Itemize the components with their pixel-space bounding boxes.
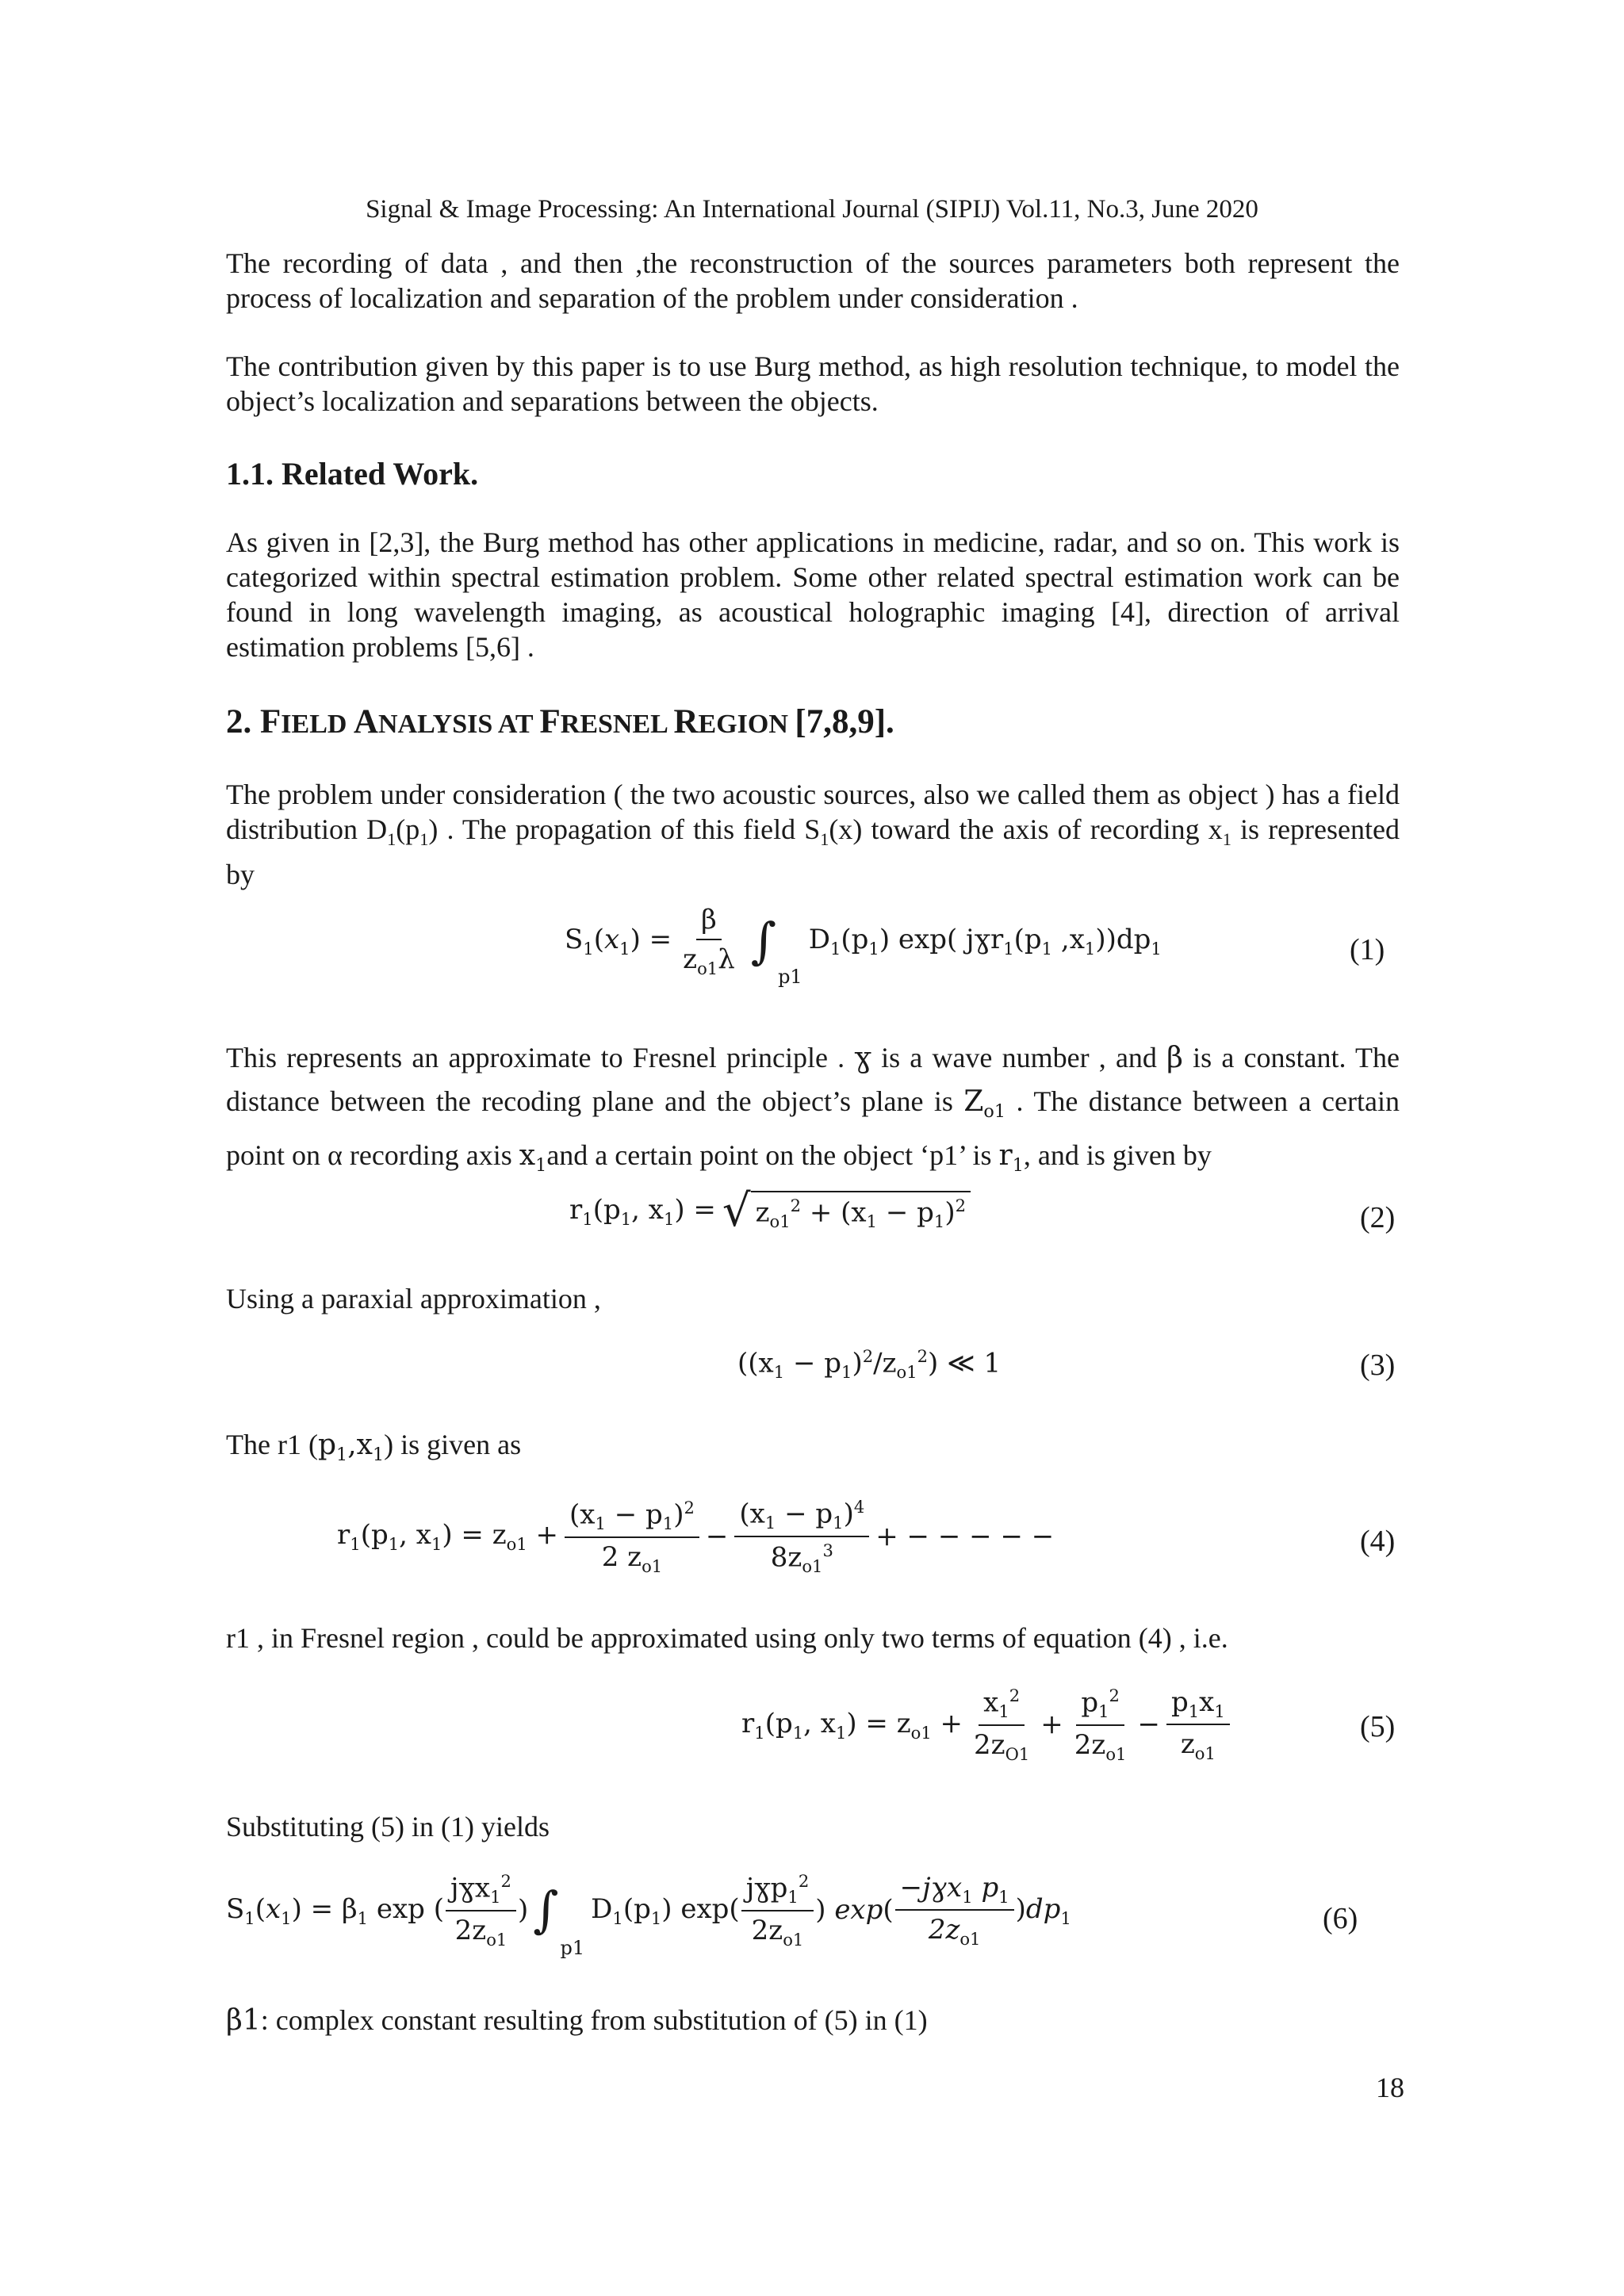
paragraph-intro: The recording of data , and then ,the reconstruction of the sources parameters both represent the process of localization and separation of the problem under consideration . [226, 247, 1400, 314]
equation-number-5: (5) [1360, 1710, 1396, 1743]
equation-5: $r_1(p_1$, $x_1) = z_{o1}$ + $\frac{x_1^2}{2z_{O1}}$ + $\frac{p_1^2}{2z_{o1}}$ − $\frac{p_1x_1}{z_{o1}}$ [741, 1686, 1236, 1764]
paragraph-fresnel-approx: r1 , in Fresnel region , could be approximated using only two terms of equation (4) , i.e. [226, 1622, 1228, 1654]
paragraph-r1-given: The r1 $(p_1,x_1)$ is given as [226, 1429, 522, 1466]
equation-number-3: (3) [1360, 1349, 1396, 1382]
equation-number-2: (2) [1360, 1201, 1396, 1234]
equation-number-1: (1) [1350, 933, 1385, 966]
equation-number-6: (6) [1323, 1902, 1358, 1935]
paragraph-field-distribution: The problem under consideration ( the two acoustic sources, also we called them as object ) has a field distribution $D_1(p_1)$ . The propagation of this field $S_1(x)$ toward the axis of recording $x_1$ is represented by [226, 779, 1400, 891]
section-heading-related-work: 1.1. Related Work. [226, 456, 479, 492]
paragraph-substituting: Substituting (5) in (1) yields [226, 1811, 550, 1843]
equation-2: $r_1(p_1$, $x_1$) = √ $z_{o1}^2 + (x_1 - p_1)^2$ [569, 1189, 971, 1234]
running-header: Signal & Image Processing: An International Journal (SIPIJ) Vol.11, No.3, June 2020 [366, 195, 1258, 224]
equation-4: $r_1(p_1$, $x_1) = z_{o1}$ + $\frac{(x_1 - p_1)^2}{2 z_{o1}}$ − $\frac{(x_1 - p_1)^4}{8z_{o1}^3}$ + − − − − − [337, 1497, 1055, 1577]
paragraph-contribution: The contribution given by this paper is to use Burg method, as high resolution technique, to model the object’s localization and separations between the objects. [226, 350, 1400, 417]
paragraph-related-work: As given in [2,3], the Burg method has other applications in medicine, radar, and so on. This work is categorized within spectral estimation problem. Some other related spectral estimation work can be found in long wavelength imaging, as acoustical holographic imaging [4], direction of arrival estimation problems [5,6] . [226, 526, 1400, 663]
paragraph-fresnel-principle: This represents an approximate to Fresnel principle . ɣ is a wave number , and β is a constant. The distance between the recoding plane and the object’s plane is $Z_{o1}$ . The distance between a certain point on α recording axis $x_1and$ a certain point on the object ‘p1’ is $r_1$, and is given by [226, 1042, 1400, 1177]
paragraph-beta1-definition: β1: complex constant resulting from substitution of (5) in (1) [226, 2004, 928, 2037]
equation-3: $((x_1 - p_1)^2/z_{o1}^2)$ ≪ 1 [737, 1346, 1002, 1383]
equation-6: $S_1(x_1) = \beta_1$ exp ( $\frac{jɣx_1^2}{2z_{o1}}$ ) ∫ p1 $D_1(p_1)$ exp( $\frac{jɣp_1^2}{2z_{o1}}$ ) exp( $\frac{-jɣx_1 p_1}{2z_{o1}}$ )$dp_1$ [226, 1871, 1071, 1959]
equation-1: $S_1(x_1)$ = $\frac{\beta}{z_{o1}\lambda}$ ∫ p1 $D_1(p_1)$ exp( $jɣr_1(p_1$ $,x_1))dp_1$ [565, 904, 1162, 988]
section-heading-field-analysis: 2. FIELD ANALYSIS AT FRESNEL REGION [7,8,9]. [226, 703, 894, 740]
equation-number-4: (4) [1360, 1525, 1396, 1558]
page-number: 18 [1376, 2072, 1404, 2103]
paragraph-paraxial: Using a paraxial approximation , [226, 1283, 601, 1314]
